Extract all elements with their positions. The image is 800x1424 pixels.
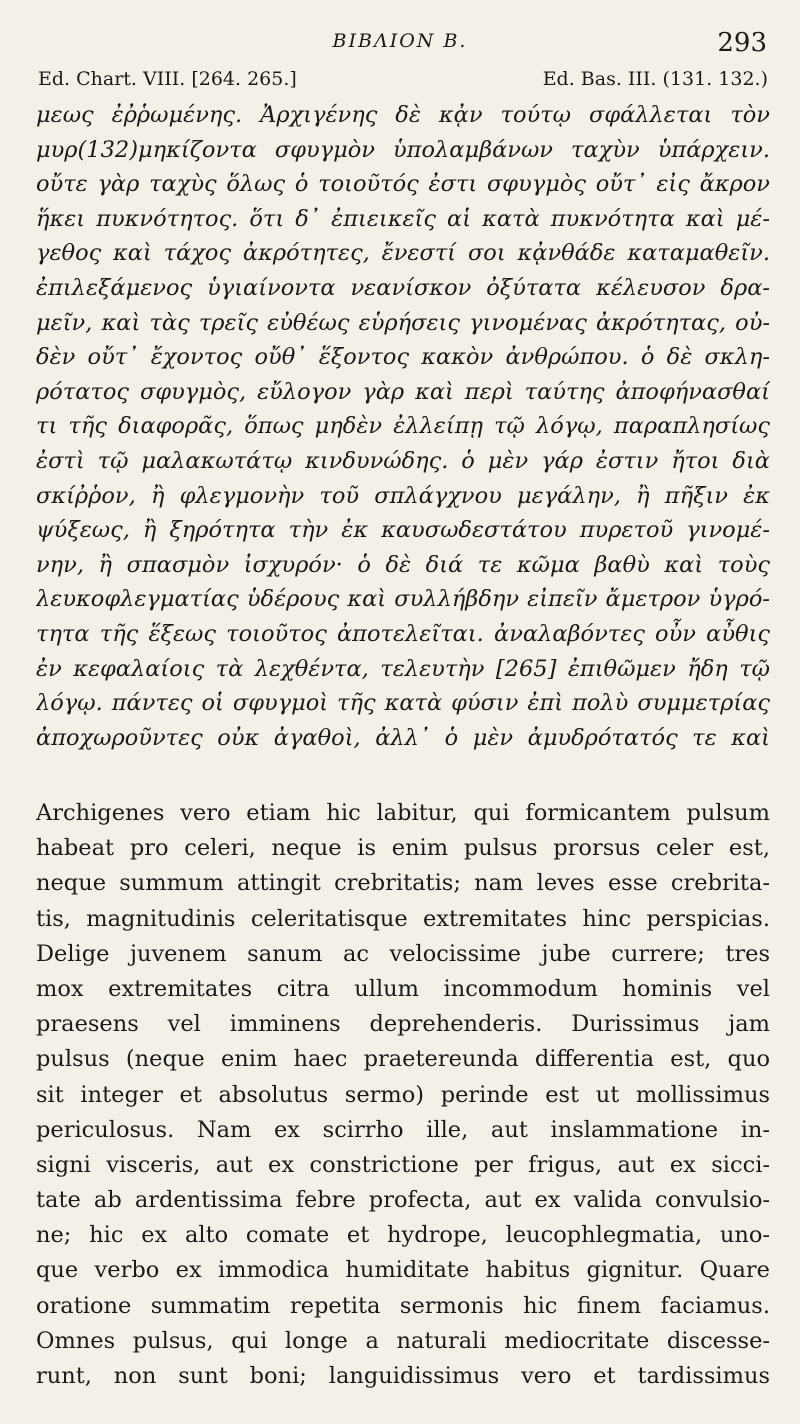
greek-text-line: ἐπιλεξάμενος ὑγιαίνοντα νεανίσκον ὀξύτατα κέλευσον δρα- [36, 274, 770, 301]
greek-text-line: ρότατος σφυγμὸς, εὔλογον γὰρ καὶ περὶ ταύτης ἀποφήνασθαί [36, 378, 770, 405]
greek-text-line: μεως ἐῤῥωμένης. Ἀρχιγένης δὲ κᾀν τούτῳ σφάλλεται τὸν [36, 102, 770, 128]
greek-text-line: τι τῆς διαφορᾶς, ὅπως μηδὲν ἐλλείπῃ τῷ λόγῳ, παραπλησίως [36, 413, 770, 440]
latin-text-line: sit integer et absolutus sermo) perinde est ut mollissimus [36, 1081, 770, 1108]
latin-text-line: praesens vel imminens deprehenderis. Durissimus jam [36, 1011, 770, 1038]
greek-text-line: λόγῳ. πάντες οἱ σφυγμοὶ τῆς κατὰ φύσιν ἐπὶ πολὺ συμμετρίας [36, 690, 770, 717]
greek-text-line: ἐν κεφαλαίοις τὰ λεχθέντα, τελευτὴν [265] ἐπιθῶμεν ἤδη τῷ [36, 655, 770, 682]
latin-text-line: ne; hic ex alto comate et hydrope, leucophlegmatia, uno- [36, 1222, 770, 1249]
edition-basel-ref: Ed. Bas. III. (131. 132.) [542, 68, 768, 90]
greek-text-line: μεῖν, καὶ τὰς τρεῖς εὐθέως εὑρήσεις γινομένας ἀκρότητας, οὐ- [36, 309, 770, 336]
latin-text-line: runt, non sunt boni; languidissimus vero et tardissimus [36, 1363, 770, 1389]
latin-text-line: Archigenes vero etiam hic labitur, qui formicantem pulsum [36, 800, 770, 826]
greek-text-line: μυρ(132)μηκίζοντα σφυγμὸν ὑπολαμβάνων ταχὺν ὑπάρχειν. [36, 136, 770, 163]
greek-text-line: λευκοφλεγματίας ὑδέρους καὶ συλλήβδην εἰπεῖν ἄμετρον ὑγρό- [36, 586, 770, 613]
greek-text-line: γεθος καὶ τάχος ἀκρότητες, ἔνεστί σοι κᾀνθάδε καταμαθεῖν. [36, 240, 770, 267]
greek-text-line: δὲν οὔτ᾽ ἔχοντος οὔθ᾽ ἕξοντος κακὸν ἀνθρώπου. ὁ δὲ σκλη- [36, 344, 770, 371]
greek-text-line: οὔτε γὰρ ταχὺς ὅλως ὁ τοιοῦτός ἐστι σφυγμὸς οὔτ᾽ εἰς ἄκρον [36, 171, 770, 198]
latin-text-line: pulsus (neque enim haec praetereunda differentia est, quo [36, 1046, 770, 1073]
greek-text-block [36, 98, 770, 755]
greek-text-line: ἐστὶ τῷ μαλακωτάτῳ κινδυνώδης. ὁ μὲν γάρ ἐστιν ἤτοι διὰ [36, 447, 770, 474]
latin-text-line: mox extremitates citra ullum incommodum hominis vel [36, 975, 770, 1002]
page-number: 293 [717, 28, 767, 58]
running-title: BIBΛΙΟΝ B. [332, 30, 468, 52]
latin-text-line: signi visceris, aut ex constrictione per frigus, aut ex sicci- [36, 1151, 770, 1178]
latin-text-line: neque summum attingit crebritatis; nam leves esse crebrita- [36, 870, 770, 897]
greek-text-line: νην, ἢ σπασμὸν ἰσχυρόν· ὁ δὲ διά τε κῶμα βαθὺ καὶ τοὺς [36, 551, 770, 578]
edition-references [38, 68, 768, 98]
greek-text-line: ψύξεως, ἢ ξηρότητα τὴν ἐκ καυσωδεστάτου πυρετοῦ γινομέ- [36, 517, 770, 544]
latin-text-block [36, 796, 770, 1394]
running-head [0, 28, 800, 68]
latin-text-line: que verbo ex immodica humiditate habitus gignitur. Quare [36, 1257, 770, 1284]
latin-text-line: tis, magnitudinis celeritatisque extremitates hinc perspicias. [36, 905, 770, 932]
latin-text-line: periculosus. Nam ex scirrho ille, aut inslammatione in- [36, 1116, 770, 1143]
greek-text-line: ἥκει πυκνότητος. ὅτι δ᾽ ἐπιεικεῖς αἱ κατὰ πυκνότητα καὶ μέ- [36, 205, 770, 232]
latin-text-line: Delige juvenem sanum ac velocissime jube currere; tres [36, 940, 770, 967]
greek-text-line: σκίῤῥον, ἢ φλεγμονὴν τοῦ σπλάγχνου μεγάλην, ἢ πῆξιν ἐκ [36, 482, 770, 509]
latin-text-line: tate ab ardentissima febre profecta, aut ex valida convulsio- [36, 1187, 770, 1214]
latin-text-line: habeat pro celeri, neque is enim pulsus prorsus celer est, [36, 835, 770, 862]
greek-text-line: ἀποχωροῦντες οὐκ ἀγαθοὶ, ἀλλ᾽ ὁ μὲν ἀμυδρότατός τε καὶ [36, 724, 770, 751]
edition-chartier-ref: Ed. Chart. VIII. [264. 265.] [38, 68, 297, 90]
latin-text-line: oratione summatim repetita sermonis hic finem faciamus. [36, 1292, 770, 1319]
latin-text-line: Omnes pulsus, qui longe a naturali mediocritate discesse- [36, 1327, 770, 1354]
greek-text-line: τητα τῆς ἕξεως τοιοῦτος ἀποτελεῖται. ἀναλαβόντες οὖν αὖθις [36, 620, 770, 647]
